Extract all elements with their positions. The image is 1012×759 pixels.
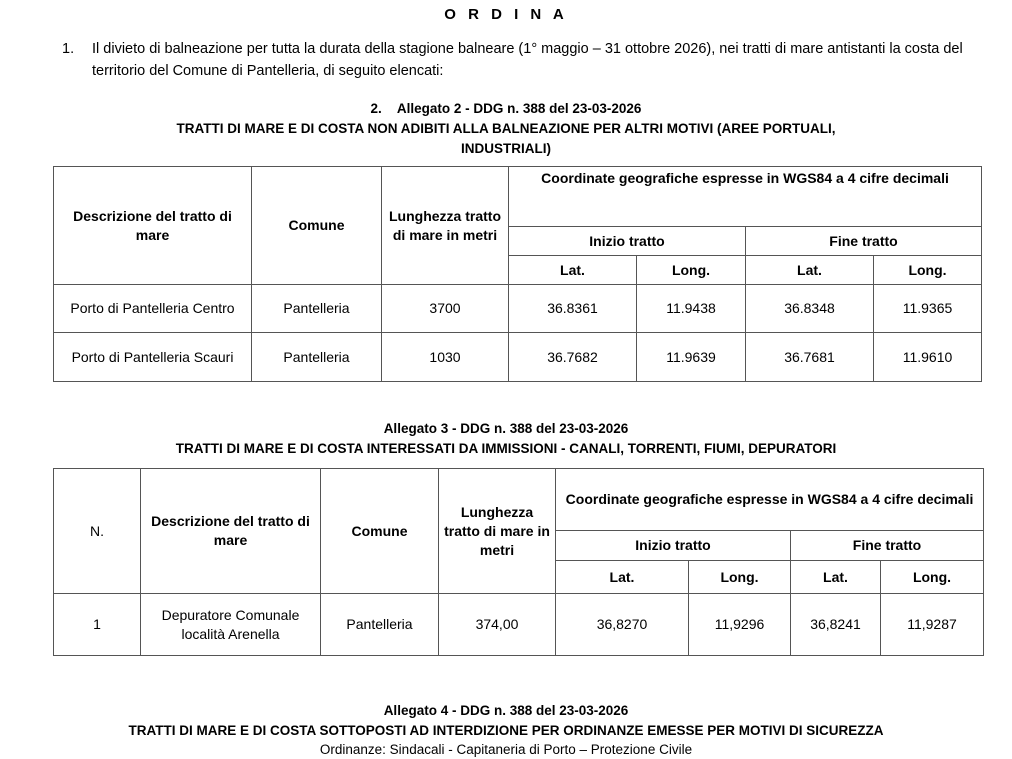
cell-fine-long: 11.9610	[874, 333, 982, 382]
cell-fine-long: 11,9287	[881, 594, 984, 656]
header-coordinate: Coordinate geografiche espresse in WGS84 a 4 cifre decimali	[509, 167, 982, 227]
header-lunghezza: Lunghezza tratto di mare in metri	[439, 469, 556, 594]
cell-fine-lat: 36.7681	[746, 333, 874, 382]
table-row	[54, 594, 984, 656]
header-fine-long: Long.	[874, 256, 982, 285]
cell-descrizione: Porto di Pantelleria Scauri	[54, 333, 252, 382]
allegato2-number: 2.	[370, 101, 382, 116]
header-comune: Comune	[321, 469, 439, 594]
page-heading: O R D I N A	[444, 6, 568, 23]
allegato2-title-text: Allegato 2 - DDG n. 388 del 23-03-2026	[396, 101, 642, 116]
header-fine-long: Long.	[881, 561, 984, 594]
cell-comune: Pantelleria	[321, 594, 439, 656]
cell-inizio-lat: 36.8361	[509, 285, 637, 333]
cell-inizio-long: 11,9296	[689, 594, 791, 656]
header-fine-lat: Lat.	[746, 256, 874, 285]
cell-lunghezza: 1030	[382, 333, 509, 382]
allegato2-subtitle-line1: TRATTI DI MARE E DI COSTA NON ADIBITI ALLA BALNEAZIONE PER ALTRI MOTIVI (AREE PORTUALI,	[176, 121, 836, 136]
table-row	[54, 285, 982, 333]
header-fine-lat: Lat.	[791, 561, 881, 594]
cell-comune: Pantelleria	[252, 285, 382, 333]
table-row	[54, 333, 982, 382]
header-comune: Comune	[252, 167, 382, 285]
allegato3-subtitle: TRATTI DI MARE E DI COSTA INTERESSATI DA IMMISSIONI - CANALI, TORRENTI, FIUMI, DEPURATORI	[175, 441, 837, 456]
header-lunghezza: Lunghezza tratto di mare in metri	[382, 167, 509, 285]
cell-descrizione: Porto di Pantelleria Centro	[54, 285, 252, 333]
cell-comune: Pantelleria	[252, 333, 382, 382]
header-fine-tratto: Fine tratto	[791, 531, 984, 561]
allegato3-table	[53, 468, 984, 656]
cell-inizio-long: 11.9438	[637, 285, 746, 333]
header-descrizione: Descrizione del tratto di mare	[141, 469, 321, 594]
header-inizio-lat: Lat.	[509, 256, 637, 285]
cell-inizio-lat: 36,8270	[556, 594, 689, 656]
cell-descrizione: Depuratore Comunale località Arenella	[141, 594, 321, 656]
header-inizio-tratto: Inizio tratto	[509, 227, 746, 256]
allegato2-title	[0, 99, 1012, 118]
header-fine-tratto: Fine tratto	[746, 227, 982, 256]
cell-lunghezza: 374,00	[439, 594, 556, 656]
cell-fine-long: 11.9365	[874, 285, 982, 333]
cell-inizio-long: 11.9639	[637, 333, 746, 382]
cell-lunghezza: 3700	[382, 285, 509, 333]
header-inizio-long: Long.	[637, 256, 746, 285]
cell-n: 1	[54, 594, 141, 656]
header-inizio-tratto: Inizio tratto	[556, 531, 791, 561]
allegato3-title: Allegato 3 - DDG n. 388 del 23-03-2026	[383, 421, 629, 436]
cell-fine-lat: 36,8241	[791, 594, 881, 656]
allegato4-subtitle: TRATTI DI MARE E DI COSTA SOTTOPOSTI AD INTERDIZIONE PER ORDINANZE EMESSE PER MOTIVI DI SICUREZZA	[128, 723, 884, 738]
allegato2-table	[53, 166, 982, 382]
cell-inizio-lat: 36.7682	[509, 333, 637, 382]
allegato4-title: Allegato 4 - DDG n. 388 del 23-03-2026	[383, 703, 629, 718]
header-descrizione: Descrizione del tratto di mare	[54, 167, 252, 285]
header-inizio-lat: Lat.	[556, 561, 689, 594]
paragraph-text: Il divieto di balneazione per tutta la durata della stagione balneare (1° maggio – 31 ottobre 2026), nei tratti di mare antistanti la costa del territorio del Comune di Pantelleria, di seguito elencati:	[92, 41, 963, 79]
header-coordinate: Coordinate geografiche espresse in WGS84 a 4 cifre decimali	[556, 469, 984, 531]
header-n: N.	[54, 469, 141, 594]
paragraph-number: 1.	[62, 41, 75, 57]
header-inizio-long: Long.	[689, 561, 791, 594]
allegato4-note: Ordinanze: Sindacali - Capitaneria di Porto – Protezione Civile	[319, 742, 693, 757]
allegato2-subtitle-line2: INDUSTRIALI)	[461, 141, 551, 156]
cell-fine-lat: 36.8348	[746, 285, 874, 333]
